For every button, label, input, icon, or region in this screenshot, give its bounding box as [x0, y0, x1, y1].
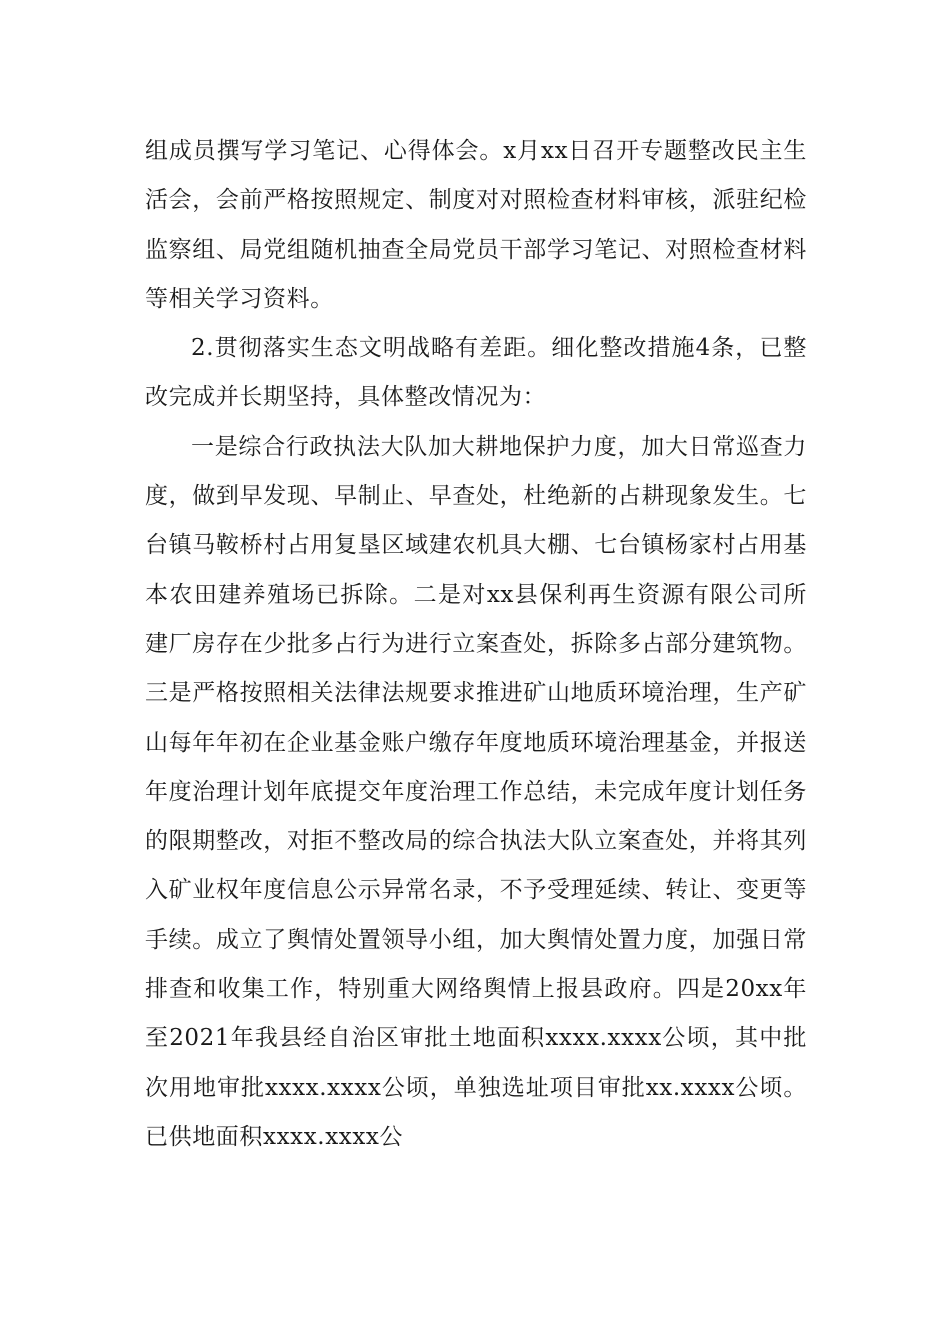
paragraph-1: 组成员撰写学习笔记、心得体会。x月xx日召开专题整改民主生活会，会前严格按照规定、制度对对照检查材料审核，派驻纪检监察组、局党组随机抽查全局党员干部学习笔记、对照检查材料等相关学习资料。 [145, 138, 807, 312]
document-body [145, 127, 807, 1162]
paragraph-2: 2.贯彻落实生态文明战略有差距。细化整改措施4条，已整改完成并长期坚持，具体整改情况为： [145, 335, 807, 411]
paragraph-3: 一是综合行政执法大队加大耕地保护力度，加大日常巡查力度，做到早发现、早制止、早查处，杜绝新的占耕现象发生。七台镇马鞍桥村占用复垦区域建农机具大棚、七台镇杨家村占用基本农田建养殖场已拆除。二是对xx县保利再生资源有限公司所建厂房存在少批多占行为进行立案查处，拆除多占部分建筑物。三是严格按照相关法律法规要求推进矿山地质环境治理，生产矿山每年年初在企业基金账户缴存年度地质环境治理基金，并报送年度治理计划年底提交年度治理工作总结，未完成年度计划任务的限期整改，对拒不整改局的综合执法大队立案查处，并将其列入矿业权年度信息公示异常名录，不予受理延续、转让、变更等手续。成立了舆情处置领导小组，加大舆情处置力度，加强日常排查和收集工作，特别重大网络舆情上报县政府。四是20xx年至2021年我县经自治区审批土地面积xxxx.xxxx公顷，其中批次用地审批xxxx.xxxx公顷，单独选址项目审批xx.xxxx公顷。已供地面积xxxx.xxxx公 [145, 433, 807, 1150]
